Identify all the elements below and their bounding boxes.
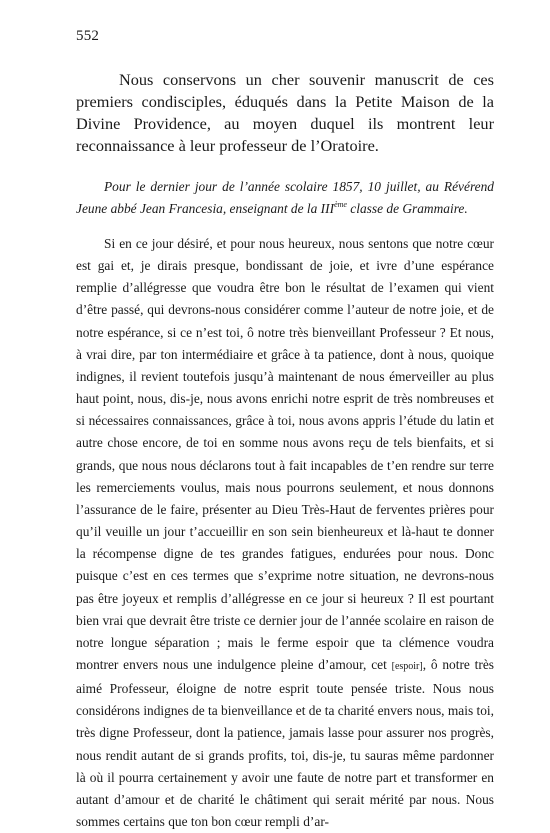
dedication-text-end: classe de Grammaire. xyxy=(346,201,468,216)
dedication-text: Pour le dernier jour de l’année scolaire 1857, 10 juillet, au Révérend Jeune abbé Jean Francesia, enseignant de la III xyxy=(76,179,494,216)
dedication-heading xyxy=(76,176,494,220)
letter-text-part-1: Si en ce jour désiré, et pour nous heureux, nous sentons que notre cœur est gai et, je dirais presque, bondissant de joie, et ivre d’une espérance remplie d’allégresse que voudra être bon le résultat de l’examen qui vient d’être passé, qui devrons-nous considérer comme l’auteur de notre joie, et de notre espérance, si ce n’est toi, ô notre très bienveillant Professeur ? Et nous, à vrai dire, par ton intermédiaire et grâce à ta patience, dont à nous, quoique indignes, il revient toutefois jusqu’à maintenant de nous émerveiller au plus haut point, nous, dis-je, nous avons enrichi notre esprit de très nombreuses et si nécessaires connaissances, grâce à toi, nous avons appris l’étude du latin et autre chose encore, de toi en somme nous avons reçu de tels bienfaits, et si grands, que nous nous déclarons tout à fait incapables de t’en rendre sur terre les remerciements voulus, mais nous pourrons seulement, et nous donnons l’assurance de le faire, présenter au Dieu Très-Haut de ferventes prières pour qu’il veuille un jour t’accueillir en son sein bienheureux et là-haut te donner la récompense digne de tes grandes fatigues, endurées pour nous. Donc puisque c’est en ces termes que s’exprime notre situation, ne devrons-nous pas être joyeux et remplis d’allégresse en ce jour si heureux ? Il est pourtant bien vrai que devrait être triste ce dernier jour de l’année scolaire en raison de notre longue séparation ; mais le ferme espoir que ta clémence voudra montrer envers nous une indulgence pleine d’amour, cet xyxy=(76,236,494,672)
editorial-bracket: [espoir] xyxy=(391,660,423,672)
page-number: 552 xyxy=(76,28,100,44)
intro-paragraph: Nous conservons un cher souvenir manuscrit de ces premiers condisciples, éduqués dans la Petite Maison de la Divine Providence, au moyen duquel ils montrent leur reconnaissance à leur professeur de l’Oratoire. xyxy=(76,70,494,155)
letter-text-part-2: , ô notre très aimé Professeur, éloigne de notre esprit toute pensée triste. Nous nous considérons indignes de ta bienveillance et de ta charité envers nous, mais toi, très digne Professeur, dont la patience, jamais lasse pour assurer nos progrès, nous rendit autant de si grands profits, toi, dis-je, tu sauras même pardonner là où il pourra certainement y avoir une faute de notre part et transformer en autant d’amour et de charité le châtiment qui serait mérité par nous. Nous sommes certains que ton bon cœur rempli d’ar- xyxy=(76,656,495,830)
letter-body xyxy=(76,233,494,833)
dedication-superscript: ème xyxy=(334,200,347,209)
